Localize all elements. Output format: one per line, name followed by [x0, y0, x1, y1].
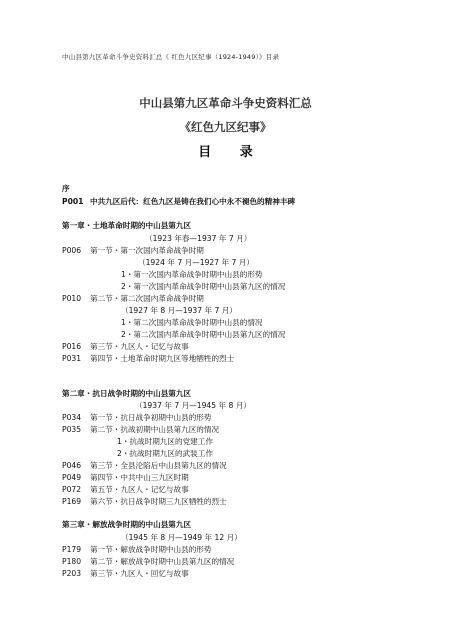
entry-text: 第四节・中共中山三九区时期: [90, 473, 189, 482]
page-number: P035: [62, 425, 82, 434]
entry-text: 第三节・全县沦陷后中山县第九区的情况: [90, 461, 227, 470]
entry-text: 第四节・土地革命时期九区等地牺牲的烈士: [90, 354, 235, 363]
toc-entry[interactable]: [62, 246, 204, 256]
toc-entry[interactable]: [62, 342, 189, 352]
toc-entry[interactable]: [62, 294, 204, 304]
entry-text: 第五节・九区人・记忆与故事: [90, 485, 189, 494]
preface-label: 序: [62, 184, 70, 193]
entry-text: 第六节・抗日战争时期三九区牺牲的烈士: [90, 497, 227, 506]
page-number: P001: [62, 197, 84, 206]
toc-entry[interactable]: [62, 569, 189, 579]
page-number: P203: [62, 569, 82, 578]
toc-subentry[interactable]: 1・第一次国内革命战争时期中山县的形势: [121, 270, 263, 279]
toc-entry[interactable]: [62, 485, 189, 495]
toc-subentry[interactable]: 1・抗战时期九区的党建工作: [117, 437, 213, 446]
doc-subtitle: 《红色九区纪事》: [179, 120, 272, 134]
toc-entry[interactable]: [62, 425, 219, 435]
toc-subentry[interactable]: 2・第一次国内革命战争时期中山县第九区的情况: [121, 282, 286, 291]
toc-entry[interactable]: [62, 354, 234, 364]
entry-text: 中共九区后代：红色九区是铸在我们心中永不褪色的精神丰碑: [90, 197, 296, 206]
toc-subentry[interactable]: 1・第二次国内革命战争时期中山县的情况: [121, 318, 263, 327]
toc-subentry[interactable]: 2・第二次国内革命战争时期中山县第九区的情况: [121, 330, 286, 339]
toc-entry[interactable]: [62, 545, 212, 555]
toc-entry[interactable]: [62, 497, 227, 507]
toc-heading: 目 录: [198, 145, 265, 160]
doc-title: 中山县第九区革命斗争史资料汇总: [139, 96, 312, 110]
page-number: P179: [62, 545, 82, 554]
page-number: P072: [62, 485, 82, 494]
page-number: P034: [62, 413, 82, 422]
chapter-3-dates: （1945 年 8 月—1949 年 12 月）: [121, 533, 242, 542]
page-number: P016: [62, 342, 82, 351]
chapter-1-dates: （1923 年春—1937 年 7 月）: [145, 234, 252, 243]
toc-entry[interactable]: [62, 461, 227, 471]
page-number: P006: [62, 246, 82, 255]
entry-text: 第一节・第一次国内革命战争时期: [90, 246, 204, 255]
toc-entry[interactable]: [62, 473, 189, 483]
page-number: P031: [62, 354, 82, 363]
entry-text: 第二节・解放战争时期中山县第九区的情况: [90, 557, 235, 566]
page-number: P010: [62, 294, 82, 303]
chapter-2-dates: （1937 年 7 月—1945 年 8 月）: [135, 401, 251, 410]
chapter-3-title[interactable]: 第三章・解放战争时期的中山县第九区: [62, 520, 192, 529]
entry-text: 第二节・第二次国内革命战争时期: [90, 294, 204, 303]
page-number: P180: [62, 557, 82, 566]
entry-text: 第三节・九区人・回忆与故事: [90, 569, 189, 578]
running-header: 中山县第九区革命斗争史资料汇总《 红色九区纪事（1924-1949）》目录: [62, 53, 280, 61]
toc-entry[interactable]: [62, 413, 212, 423]
chapter-2-title[interactable]: 第二章・抗日战争时期的中山县第九区: [62, 389, 192, 398]
entry-text: 第二节・抗战初期中山县第九区的情况: [90, 425, 220, 434]
section-dates: （1927 年 8 月—1937 年 7 月）: [121, 306, 237, 315]
section-dates: （1924 年 7 月—1927 年 7 月）: [138, 258, 254, 267]
page-number: P169: [62, 497, 82, 506]
page-number: P049: [62, 473, 82, 482]
chapter-1-title[interactable]: 第一章・土地革命时期的中山县第九区: [62, 221, 192, 230]
page-number: P046: [62, 461, 82, 470]
toc-entry[interactable]: [62, 557, 234, 567]
toc-subentry[interactable]: 2・抗战时期九区的武装工作: [117, 449, 213, 458]
entry-text: 第一节・抗日战争初期中山县的形势: [90, 413, 212, 422]
entry-text: 第一节・解放战争时期中山县的形势: [90, 545, 212, 554]
entry-text: 第三节・九区人・记忆与故事: [90, 342, 189, 351]
toc-entry-preface[interactable]: [62, 197, 295, 207]
